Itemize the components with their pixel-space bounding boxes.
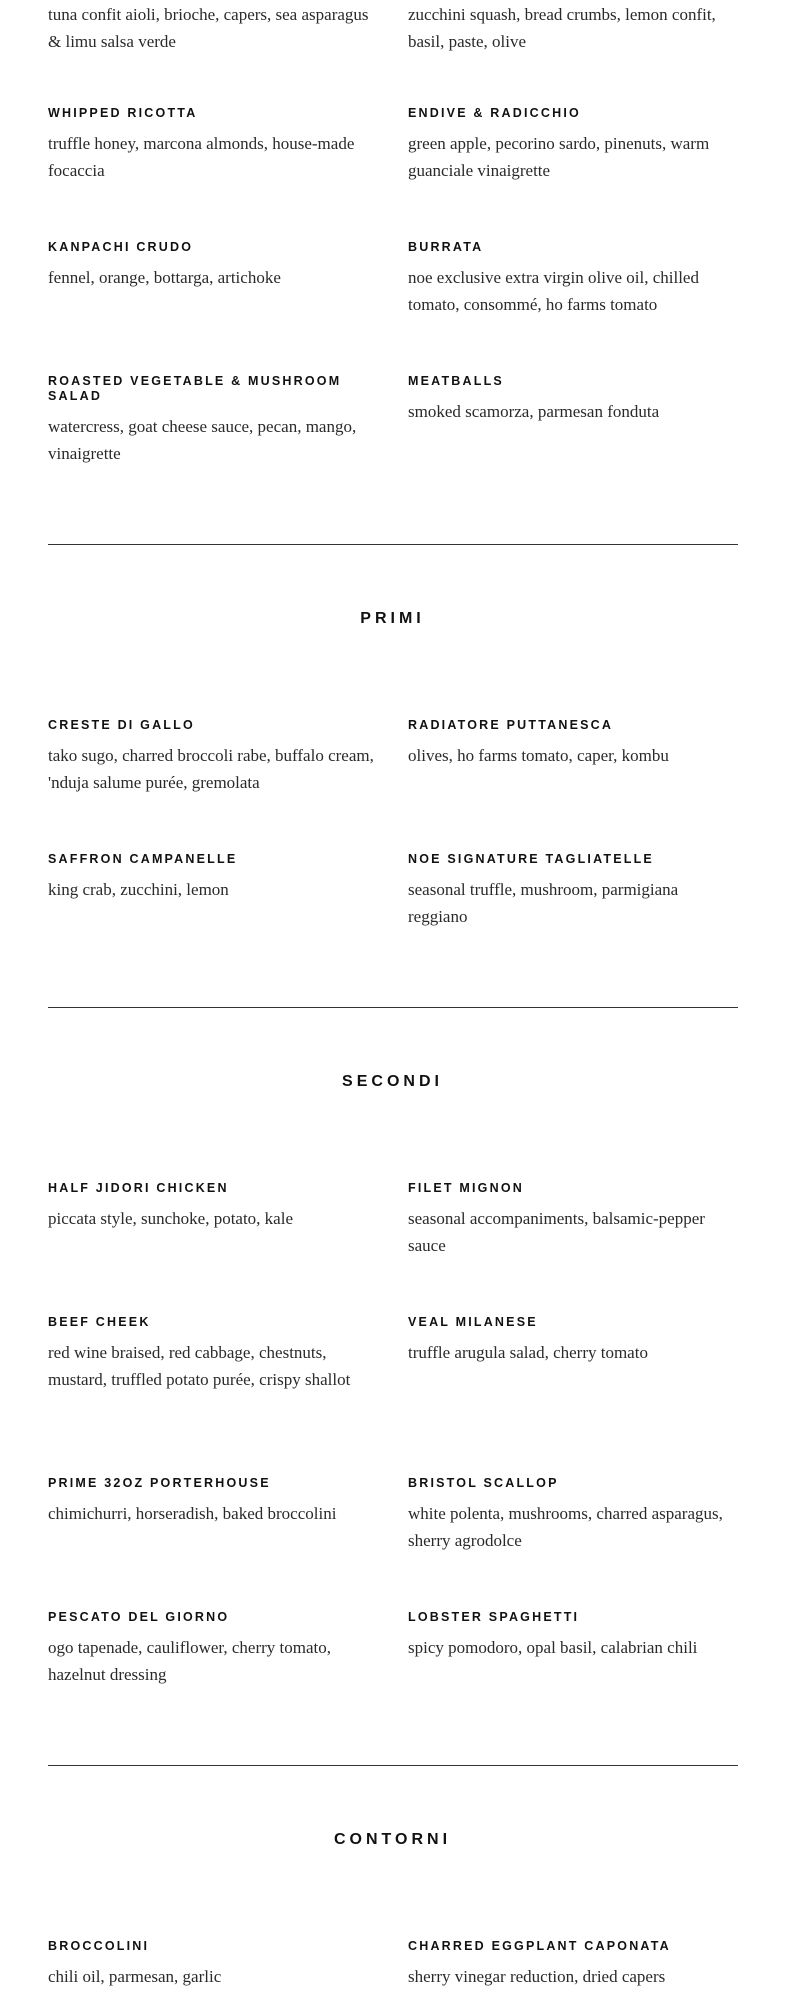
item-title: RADIATORE PUTTANESCA: [408, 718, 614, 732]
item-title: KANPACHI CRUDO: [48, 240, 194, 254]
item-description: smoked scamorza, parmesan fonduta: [408, 402, 660, 421]
item-title: PESCATO DEL GIORNO: [48, 1610, 230, 1624]
item-description: red wine braised, red cabbage, chestnuts, mustard, truffled potato purée, crispy shallot: [48, 1343, 351, 1389]
menu-item: [408, 240, 738, 318]
item-description: watercress, goat cheese sauce, pecan, mango, vinaigrette: [48, 417, 357, 463]
section-heading-contorni: CONTORNI: [333, 1831, 452, 1848]
menu-item: [48, 1181, 378, 1259]
item-description: zucchini squash, bread crumbs, lemon confit, basil, paste, olive: [408, 5, 716, 51]
item-description: noe exclusive extra virgin olive oil, chilled tomato, consommé, ho farms tomato: [408, 268, 699, 314]
section-heading-primi: PRIMI: [360, 610, 425, 627]
item-title: CHARRED EGGPLANT CAPONATA: [408, 1939, 671, 1953]
menu-item: [408, 1315, 738, 1393]
item-title: BURRATA: [408, 240, 484, 254]
item-description: sherry vinegar reduction, dried capers: [408, 1967, 666, 1986]
item-title: SAFFRON CAMPANELLE: [48, 852, 238, 866]
item-description: tako sugo, charred broccoli rabe, buffalo cream, 'nduja salume purée, gremolata: [48, 746, 374, 792]
item-title: BROCCOLINI: [48, 1939, 150, 1953]
item-description: fennel, orange, bottarga, artichoke: [48, 268, 281, 287]
menu-item: [408, 374, 738, 467]
item-description: piccata style, sunchoke, potato, kale: [48, 1209, 293, 1228]
item-title: ENDIVE & RADICCHIO: [408, 106, 581, 120]
item-description: seasonal truffle, mushroom, parmigiana reggiano: [408, 880, 679, 926]
item-description: olives, ho farms tomato, caper, kombu: [408, 746, 669, 765]
item-description: ogo tapenade, cauliflower, cherry tomato, hazelnut dressing: [48, 1638, 332, 1684]
menu-item: [408, 106, 738, 184]
menu-item: [48, 1939, 378, 1990]
menu-item: [48, 718, 378, 796]
item-title: HALF JIDORI CHICKEN: [48, 1181, 229, 1195]
item-description: white polenta, mushrooms, charred asparagus, sherry agrodolce: [408, 1504, 723, 1550]
item-description: king crab, zucchini, lemon: [48, 880, 229, 899]
item-title: FILET MIGNON: [408, 1181, 524, 1195]
menu-item: [48, 0, 378, 55]
section-heading-secondi: SECONDI: [342, 1073, 443, 1090]
item-title: CRESTE DI GALLO: [48, 718, 195, 732]
menu-item: [408, 1939, 738, 1990]
menu-item: [48, 240, 378, 318]
item-title: MEATBALLS: [408, 374, 504, 388]
section-divider: [48, 1007, 738, 1008]
menu-item: [408, 0, 738, 55]
item-description: truffle arugula salad, cherry tomato: [408, 1343, 648, 1362]
item-description: truffle honey, marcona almonds, house-made focaccia: [48, 134, 355, 180]
item-description: tuna confit aioli, brioche, capers, sea asparagus & limu salsa verde: [48, 5, 369, 51]
item-title: PRIME 32OZ PORTERHOUSE: [48, 1476, 271, 1490]
item-title: VEAL MILANESE: [408, 1315, 538, 1329]
menu-item: [48, 1315, 378, 1393]
item-description: chimichurri, horseradish, baked broccolini: [48, 1504, 337, 1523]
menu-item: [48, 1476, 378, 1554]
menu-item: [408, 718, 738, 796]
menu-item: [48, 106, 378, 184]
menu-item: [48, 852, 378, 930]
item-description: chili oil, parmesan, garlic: [48, 1967, 222, 1986]
section-divider: [48, 1765, 738, 1766]
section-divider: [48, 544, 738, 545]
menu-item: [48, 374, 378, 467]
item-title: BEEF CHEEK: [48, 1315, 151, 1329]
item-title: WHIPPED RICOTTA: [48, 106, 198, 120]
menu-item: [408, 1476, 738, 1554]
item-title: NOE SIGNATURE TAGLIATELLE: [408, 852, 654, 866]
menu-item: [48, 1610, 378, 1688]
item-title: LOBSTER SPAGHETTI: [408, 1610, 580, 1624]
menu-item: [408, 1610, 738, 1688]
item-title: ROASTED VEGETABLE & MUSHROOM SALAD: [48, 374, 342, 403]
item-title: BRISTOL SCALLOP: [408, 1476, 559, 1490]
menu-item: [408, 1181, 738, 1259]
menu-item: [408, 852, 738, 930]
item-description: spicy pomodoro, opal basil, calabrian chili: [408, 1638, 698, 1657]
item-description: green apple, pecorino sardo, pinenuts, warm guanciale vinaigrette: [408, 134, 710, 180]
item-description: seasonal accompaniments, balsamic-pepper sauce: [408, 1209, 705, 1255]
